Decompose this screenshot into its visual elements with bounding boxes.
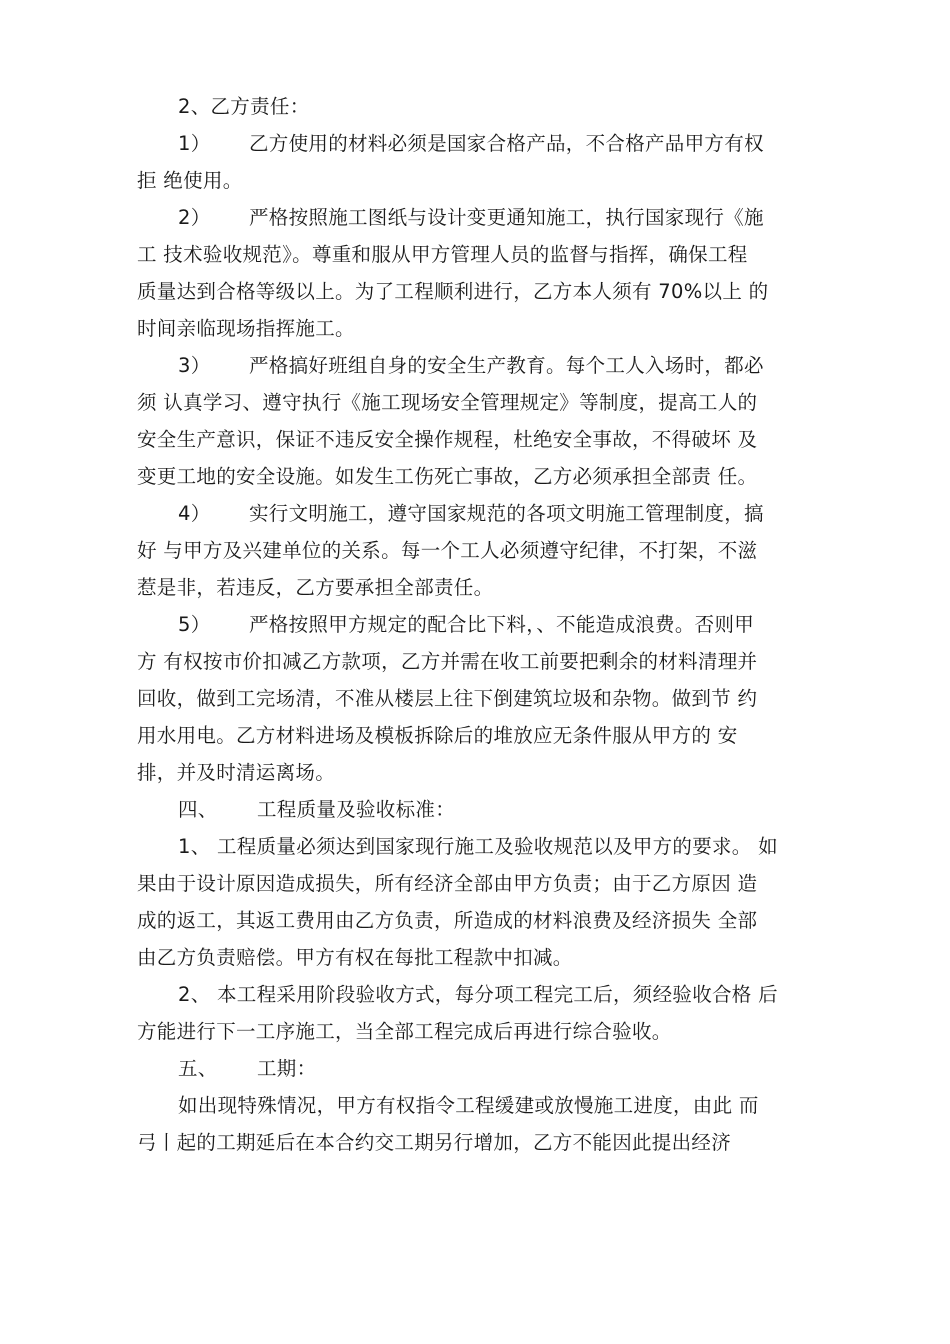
quality-item-1-line-1	[137, 828, 825, 865]
line-text: 2、 本工程采用阶段验收方式，每分项工程完工后，须经验收合格 后	[178, 983, 778, 1006]
line-text: 质量达到合格等级以上。为了工程顺利进行，乙方本人须有 70%以上 的	[137, 280, 769, 303]
clause-5-line-5	[137, 754, 825, 791]
clause-5-line-3	[137, 680, 825, 717]
line-text: 工期：	[257, 1057, 317, 1080]
clause-5-line-2	[137, 643, 825, 680]
clause-4-line-3	[137, 569, 825, 606]
clause-4-line-1	[137, 495, 825, 532]
line-text: 乙方使用的材料必须是国家合格产品，不合格产品甲方有权	[249, 132, 764, 155]
line-text: 工 技术验收规范》。尊重和服从甲方管理人员的监督与指挥，确保工程	[137, 243, 748, 266]
line-text: 弓丨起的工期延后在本合约交工期另行增加，乙方不能因此提出经济	[137, 1131, 732, 1154]
clause-3-line-1	[137, 347, 825, 384]
line-text: 惹是非，若违反，乙方要承担全部责任。	[137, 576, 494, 599]
line-text: 严格搞好班组自身的安全生产教育。每个工人入场时，都必	[249, 354, 764, 377]
clause-4-line-2	[137, 532, 825, 569]
clause-5-line-1	[137, 606, 825, 643]
line-text: 变更工地的安全设施。如发生工伤死亡事故，乙方必须承担全部责 任。	[137, 465, 758, 488]
clause-number: 1）	[178, 132, 211, 155]
document-body	[137, 88, 825, 1161]
clause-3-line-3	[137, 421, 825, 458]
line-text: 回收，做到工完场清，不准从楼层上往下倒建筑垃圾和杂物。做到节 约	[137, 687, 758, 710]
clause-3-line-2	[137, 384, 825, 421]
line-text: 严格按照施工图纸与设计变更通知施工，执行国家现行《施	[249, 206, 764, 229]
clause-5-line-4	[137, 717, 825, 754]
clause-1-line-2	[137, 162, 825, 199]
line-text: 严格按照甲方规定的配合比下料，、不能造成浪费。否则甲	[249, 613, 755, 636]
clause-number: 5）	[178, 613, 211, 636]
line-text: 拒 绝使用。	[137, 169, 243, 192]
clause-2-line-2	[137, 236, 825, 273]
clause-number: 4）	[178, 502, 211, 525]
clause-number: 2）	[178, 206, 211, 229]
schedule-line-1	[137, 1087, 825, 1124]
clause-number: 3）	[178, 354, 211, 377]
clause-1-line-1	[137, 125, 825, 162]
line-text: 由乙方负责赔偿。甲方有权在每批工程款中扣减。	[137, 946, 573, 969]
section-heading-quality	[137, 791, 825, 828]
clause-2-line-1	[137, 199, 825, 236]
line-text: 方能进行下一工序施工，当全部工程完成后再进行综合验收。	[137, 1020, 672, 1043]
line-text: 工程质量及验收标准：	[257, 798, 456, 821]
quality-item-1-line-4	[137, 939, 825, 976]
clause-2-line-3	[137, 273, 825, 310]
section-number: 五、	[178, 1057, 218, 1080]
quality-item-2-line-1	[137, 976, 825, 1013]
section-heading-schedule	[137, 1050, 825, 1087]
quality-item-2-line-2	[137, 1013, 825, 1050]
section-heading-b-responsibility	[137, 88, 825, 125]
line-text: 如出现特殊情况，甲方有权指令工程缓建或放慢施工进度，由此 而	[178, 1094, 759, 1117]
line-text: 用水用电。乙方材料进场及模板拆除后的堆放应无条件服从甲方的 安	[137, 724, 738, 747]
quality-item-1-line-3	[137, 902, 825, 939]
line-text: 实行文明施工，遵守国家规范的各项文明施工管理制度，搞	[249, 502, 764, 525]
line-text: 安全生产意识，保证不违反安全操作规程，杜绝安全事故，不得破坏 及	[137, 428, 758, 451]
section-number: 四、	[178, 798, 218, 821]
quality-item-1-line-2	[137, 865, 825, 902]
line-text: 1、 工程质量必须达到国家现行施工及验收规范以及甲方的要求。 如	[178, 835, 778, 858]
line-text: 排，并及时清运离场。	[137, 761, 336, 784]
line-text: 好 与甲方及兴建单位的关系。每一个工人必须遵守纪律，不打架，不滋	[137, 539, 758, 562]
line-text: 果由于设计原因造成损失，所有经济全部由甲方负责；由于乙方原因 造	[137, 872, 758, 895]
line-text: 须 认真学习、遵守执行《施工现场安全管理规定》等制度，提高工人的	[137, 391, 758, 414]
line-text: 成的返工，其返工费用由乙方负责，所造成的材料浪费及经济损失 全部	[137, 909, 758, 932]
line-text: 时间亲临现场指挥施工。	[137, 317, 355, 340]
clause-2-line-4	[137, 310, 825, 347]
line-text: 方 有权按市价扣减乙方款项，乙方并需在收工前要把剩余的材料清理并	[137, 650, 758, 673]
line-text: 2、乙方责任：	[178, 95, 310, 118]
schedule-line-2	[137, 1124, 825, 1161]
clause-3-line-4	[137, 458, 825, 495]
